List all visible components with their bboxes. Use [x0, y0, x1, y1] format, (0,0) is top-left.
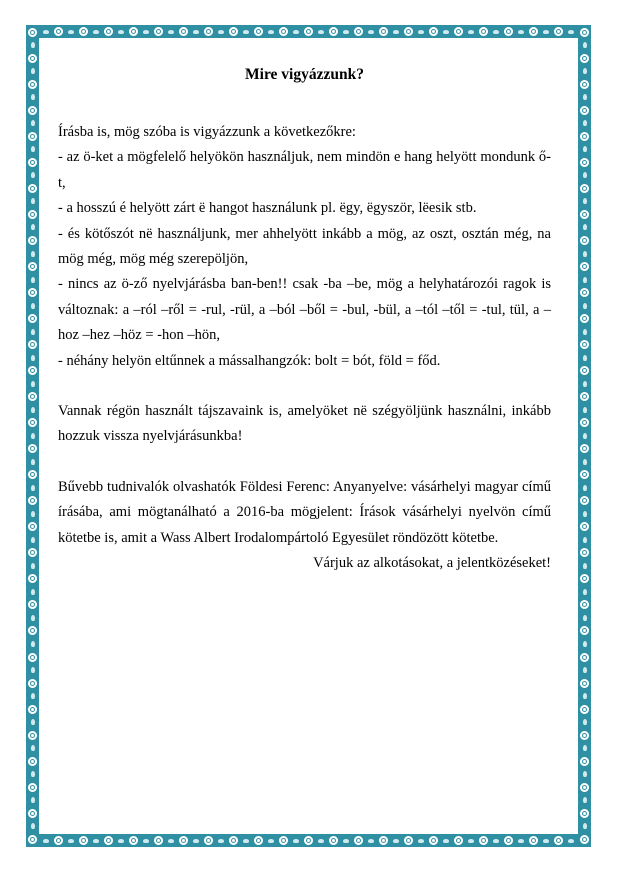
bud-icon [418, 30, 424, 34]
bud-icon [583, 355, 587, 361]
flower-icon [580, 470, 589, 479]
flower-icon [580, 262, 589, 271]
flower-icon [28, 653, 37, 662]
flower-icon [104, 27, 113, 36]
bud-icon [31, 641, 35, 647]
bullet-item: - nincs az ö-ző nyelvjárásba ban-ben!! csak -ba –be, mög a helyhatározói ragok is változnak: a –ról –ről = -rul, -rül, a –ból –ből = -bul, -bül, a –tól –től = -tul, tül, a –hoz –hez –höz = -hon –hön, [58, 276, 551, 344]
flower-icon [404, 27, 413, 36]
bud-icon [583, 407, 587, 413]
flower-icon [580, 522, 589, 531]
bud-icon [583, 68, 587, 74]
bud-icon [31, 823, 35, 829]
flower-icon [379, 836, 388, 845]
bud-icon [493, 30, 499, 34]
flower-icon [28, 809, 37, 818]
bud-icon [368, 839, 374, 843]
bud-icon [583, 615, 587, 621]
bud-icon [543, 839, 549, 843]
flower-icon [404, 836, 413, 845]
flower-icon [28, 340, 37, 349]
bud-icon [31, 172, 35, 178]
bud-icon [518, 839, 524, 843]
bud-icon [31, 355, 35, 361]
bud-icon [68, 30, 74, 34]
closing-line: Várjuk az alkotásokat, a jelentközéseket! [313, 555, 551, 572]
flower-icon [28, 418, 37, 427]
flower-icon [129, 836, 138, 845]
flower-icon [279, 27, 288, 36]
flower-icon [580, 600, 589, 609]
flower-icon [79, 836, 88, 845]
flower-icon [28, 548, 37, 557]
bud-icon [583, 797, 587, 803]
flower-icon [580, 835, 589, 844]
flower-icon [580, 80, 589, 89]
flower-icon [179, 27, 188, 36]
flower-icon [580, 28, 589, 37]
flower-icon [479, 27, 488, 36]
flower-icon [580, 210, 589, 219]
bud-icon [31, 146, 35, 152]
bud-icon [93, 30, 99, 34]
flower-icon [354, 27, 363, 36]
bud-icon [31, 42, 35, 48]
bud-icon [218, 30, 224, 34]
flower-icon [154, 27, 163, 36]
flower-icon [154, 836, 163, 845]
flower-icon [28, 600, 37, 609]
bullet-item: - az ö-ket a mögfelelő helyökön használjuk, nem mindön e hang helyött mondunk ő-t, [58, 149, 551, 191]
bud-icon [68, 839, 74, 843]
flower-icon [580, 731, 589, 740]
bud-icon [218, 839, 224, 843]
flower-icon [28, 366, 37, 375]
flower-icon [580, 288, 589, 297]
bud-icon [443, 30, 449, 34]
bud-icon [468, 30, 474, 34]
flower-icon [580, 366, 589, 375]
bud-icon [293, 839, 299, 843]
bud-icon [583, 537, 587, 543]
flower-icon [580, 236, 589, 245]
flower-icon [304, 27, 313, 36]
bud-icon [31, 537, 35, 543]
bud-icon [243, 839, 249, 843]
flower-icon [28, 210, 37, 219]
bullet-item: - és kötőszót në használjunk, mer ahhelyött inkább a mög, az oszt, osztán még, na mög még, mög még szerepöljön, [58, 225, 551, 268]
bud-icon [168, 839, 174, 843]
flower-icon [28, 262, 37, 271]
bud-icon [583, 172, 587, 178]
flower-icon [504, 836, 513, 845]
flower-icon [554, 836, 563, 845]
flower-icon [229, 836, 238, 845]
bud-icon [31, 615, 35, 621]
bud-icon [31, 303, 35, 309]
bud-icon [143, 839, 149, 843]
flower-icon [479, 836, 488, 845]
flower-icon [580, 679, 589, 688]
bud-icon [368, 30, 374, 34]
bud-icon [318, 30, 324, 34]
flower-icon [54, 836, 63, 845]
flower-icon [28, 470, 37, 479]
flower-icon [580, 418, 589, 427]
flower-icon [54, 27, 63, 36]
flower-icon [28, 106, 37, 115]
bud-icon [118, 839, 124, 843]
flower-icon [28, 496, 37, 505]
flower-icon [28, 392, 37, 401]
further-reading-paragraph: Bűvebb tudnivalók olvashatók Földesi Ferenc: Anyanyelve: vásárhelyi magyar című írásába, ami mögtanálható a 2016-ba mögjelent: Írások vásárhelyi nyelvön című kötetbe is, amit a Wass Albert Irodalompártoló Egyesület röndözött kötetbe. [58, 478, 551, 546]
bud-icon [518, 30, 524, 34]
bud-icon [583, 94, 587, 100]
bud-icon [583, 693, 587, 699]
flower-icon [580, 314, 589, 323]
bud-icon [31, 277, 35, 283]
bud-icon [31, 120, 35, 126]
flower-icon [354, 836, 363, 845]
bud-icon [268, 30, 274, 34]
bud-icon [543, 30, 549, 34]
border-top [26, 25, 591, 38]
flower-icon [504, 27, 513, 36]
bud-icon [31, 693, 35, 699]
flower-icon [179, 836, 188, 845]
bud-icon [583, 146, 587, 152]
flower-icon [28, 184, 37, 193]
flower-icon [28, 705, 37, 714]
border-right [578, 25, 591, 847]
flower-icon [28, 132, 37, 141]
bud-icon [583, 745, 587, 751]
bud-icon [31, 407, 35, 413]
bud-icon [468, 839, 474, 843]
bud-icon [293, 30, 299, 34]
flower-icon [28, 626, 37, 635]
flower-icon [129, 27, 138, 36]
bud-icon [31, 719, 35, 725]
bud-icon [583, 563, 587, 569]
flower-icon [28, 679, 37, 688]
flower-icon [580, 757, 589, 766]
flower-icon [580, 705, 589, 714]
bud-icon [583, 771, 587, 777]
bud-icon [583, 120, 587, 126]
flower-icon [229, 27, 238, 36]
bud-icon [31, 563, 35, 569]
flower-icon [28, 28, 37, 37]
page-title: Mire vigyázzunk? [245, 66, 364, 83]
bud-icon [31, 485, 35, 491]
flower-icon [580, 653, 589, 662]
flower-icon [28, 835, 37, 844]
flower-icon [580, 496, 589, 505]
bud-icon [31, 667, 35, 673]
bud-icon [393, 30, 399, 34]
flower-icon [329, 836, 338, 845]
bud-icon [168, 30, 174, 34]
flower-icon [580, 54, 589, 63]
flower-icon [28, 522, 37, 531]
bud-icon [568, 30, 574, 34]
flower-icon [580, 106, 589, 115]
dialect-words-paragraph: Vannak régön használt tájszavaink is, amelyöket në szégyöljünk használni, inkább hozzuk vissza nyelvjárásunkba! [58, 403, 551, 445]
flower-icon [28, 54, 37, 63]
bullet-item: - a hosszú é helyött zárt ë hangot használunk pl. ëgy, ëgyször, lëesik stb. [58, 200, 477, 217]
flower-icon [580, 158, 589, 167]
bud-icon [443, 839, 449, 843]
flower-icon [580, 626, 589, 635]
flower-icon [529, 836, 538, 845]
bud-icon [43, 30, 49, 34]
bud-icon [43, 839, 49, 843]
flower-icon [104, 836, 113, 845]
bud-icon [583, 641, 587, 647]
bud-icon [193, 30, 199, 34]
flower-icon [580, 809, 589, 818]
flower-icon [28, 314, 37, 323]
flower-icon [580, 184, 589, 193]
bud-icon [143, 30, 149, 34]
flower-icon [28, 757, 37, 766]
flower-icon [454, 27, 463, 36]
flower-icon [429, 27, 438, 36]
flower-icon [254, 27, 263, 36]
flower-icon [379, 27, 388, 36]
flower-icon [28, 236, 37, 245]
flower-icon [329, 27, 338, 36]
bud-icon [583, 303, 587, 309]
flower-icon [204, 27, 213, 36]
bud-icon [583, 433, 587, 439]
flower-icon [254, 836, 263, 845]
flower-icon [304, 836, 313, 845]
bud-icon [493, 839, 499, 843]
flower-icon [28, 288, 37, 297]
flower-icon [429, 836, 438, 845]
bud-icon [583, 511, 587, 517]
bud-icon [583, 251, 587, 257]
bud-icon [31, 381, 35, 387]
flower-icon [454, 836, 463, 845]
bud-icon [343, 839, 349, 843]
intro-line: Írásba is, mög szóba is vigyázzunk a következőkre: [58, 124, 356, 140]
bud-icon [31, 251, 35, 257]
bud-icon [583, 459, 587, 465]
border-left [26, 25, 39, 847]
flower-icon [28, 158, 37, 167]
bud-icon [31, 198, 35, 204]
bud-icon [31, 459, 35, 465]
bud-icon [583, 381, 587, 387]
bud-icon [31, 589, 35, 595]
flower-icon [580, 548, 589, 557]
bud-icon [268, 839, 274, 843]
bud-icon [583, 589, 587, 595]
flower-icon [28, 574, 37, 583]
bud-icon [118, 30, 124, 34]
bud-icon [31, 329, 35, 335]
bud-icon [583, 42, 587, 48]
bud-icon [583, 719, 587, 725]
flower-icon [28, 731, 37, 740]
flower-icon [580, 392, 589, 401]
bud-icon [583, 485, 587, 491]
flower-icon [28, 444, 37, 453]
flower-icon [580, 444, 589, 453]
bud-icon [343, 30, 349, 34]
bud-icon [583, 329, 587, 335]
flower-icon [204, 836, 213, 845]
flower-icon [279, 836, 288, 845]
flower-icon [529, 27, 538, 36]
bud-icon [583, 224, 587, 230]
bud-icon [31, 745, 35, 751]
bud-icon [418, 839, 424, 843]
flower-icon [580, 340, 589, 349]
document-body [58, 66, 551, 577]
bud-icon [583, 823, 587, 829]
bud-icon [583, 198, 587, 204]
bud-icon [31, 771, 35, 777]
flower-icon [580, 783, 589, 792]
flower-icon [554, 27, 563, 36]
flower-icon [28, 80, 37, 89]
border-bottom [26, 834, 591, 847]
bud-icon [243, 30, 249, 34]
bud-icon [568, 839, 574, 843]
flower-icon [79, 27, 88, 36]
bud-icon [31, 68, 35, 74]
bud-icon [31, 433, 35, 439]
bud-icon [583, 277, 587, 283]
bud-icon [393, 839, 399, 843]
bud-icon [31, 94, 35, 100]
flower-icon [580, 132, 589, 141]
bud-icon [583, 667, 587, 673]
bud-icon [31, 797, 35, 803]
bud-icon [193, 839, 199, 843]
bud-icon [31, 224, 35, 230]
bud-icon [93, 839, 99, 843]
bullet-item: - néhány helyön eltűnnek a mássalhangzók: bolt = bót, föld = főd. [58, 352, 441, 369]
bud-icon [318, 839, 324, 843]
flower-icon [28, 783, 37, 792]
bud-icon [31, 511, 35, 517]
flower-icon [580, 574, 589, 583]
